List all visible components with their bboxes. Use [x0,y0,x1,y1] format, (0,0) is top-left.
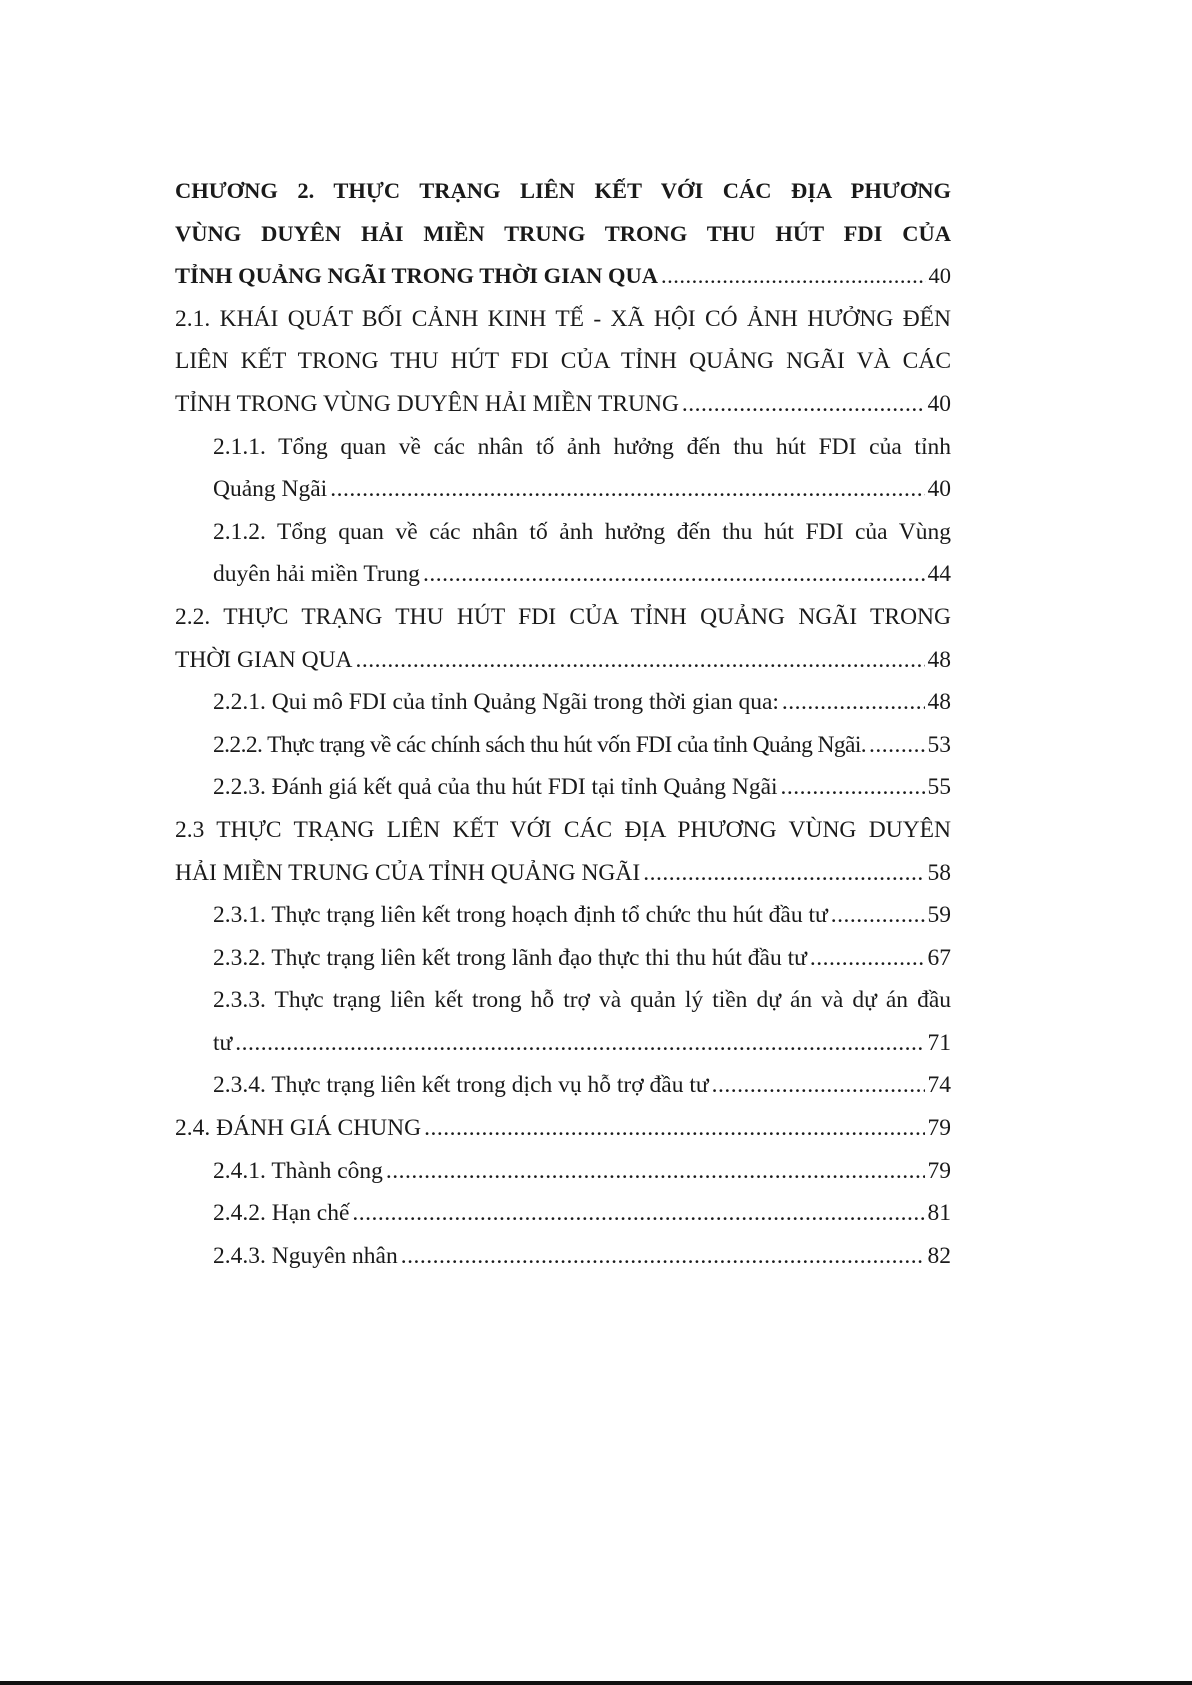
toc-entry[interactable] [175,170,951,298]
dot-leader [424,1107,924,1150]
toc-entry[interactable] [213,511,951,596]
dot-leader [386,1150,925,1193]
toc-entry-text-line: 2.3 THỰC TRẠNG LIÊN KẾT VỚI CÁC ĐỊA PHƯƠNG VÙNG DUYÊN [175,816,951,843]
dot-leader [356,639,925,682]
toc-entry[interactable] [213,1064,951,1107]
dot-leader [712,1064,925,1107]
toc-entry-title: 2.2.3. Đánh giá kết quả của thu hút FDI tại tỉnh Quảng Ngãi [213,774,778,801]
toc-entry-final-line [213,1192,951,1235]
toc-entry[interactable] [213,766,951,809]
page-number: 59 [927,902,951,929]
toc-entry-text-line: CHƯƠNG 2. THỰC TRẠNG LIÊN KẾT VỚI CÁC ĐỊA PHƯƠNG [175,178,951,203]
toc-entry[interactable] [213,979,951,1064]
toc-entry[interactable] [213,1150,951,1193]
toc-entry[interactable] [175,809,951,894]
toc-entry-final-line [213,1150,951,1193]
toc-entry[interactable] [213,681,951,724]
dot-leader [401,1235,925,1278]
toc-entry-text-line: 2.1. KHÁI QUÁT BỐI CẢNH KINH TẾ - XÃ HỘI CÓ ẢNH HƯỞNG ĐẾN [175,305,951,332]
toc-entry-title: 2.3.4. Thực trạng liên kết trong dịch vụ hỗ trợ đầu tư [213,1072,709,1099]
toc-entry-final-line [213,553,951,596]
page-number: 48 [927,646,951,673]
toc-entry-title: 2.4. ĐÁNH GIÁ CHUNG [175,1115,422,1142]
page-number: 82 [927,1242,951,1269]
dot-leader [782,681,925,724]
toc-entry-title: 2.4.2. Hạn chế [213,1200,350,1227]
toc-entry-title: TỈNH TRONG VÙNG DUYÊN HẢI MIỀN TRUNG [175,390,679,417]
page-number: 58 [927,859,951,886]
dot-leader [643,852,924,895]
toc-entry-text-line: LIÊN KẾT TRONG THU HÚT FDI CỦA TỈNH QUẢNG NGÃI VÀ CÁC [175,348,951,375]
toc-entry-final-line [213,1064,951,1107]
dot-leader [682,383,925,426]
toc-entry-final-line [175,255,951,298]
page-number: 40 [927,476,951,503]
toc-entry-final-line [213,766,951,809]
toc-entry-final-line [213,937,951,980]
toc-entry-title: tư [213,1029,233,1056]
toc-entry[interactable] [175,298,951,426]
dot-leader [661,255,926,298]
page-number: 44 [927,561,951,588]
dot-leader [235,1022,924,1065]
page-number: 79 [927,1115,951,1142]
toc-entry-title: Quảng Ngãi [213,476,328,503]
dot-leader [869,724,924,767]
page-number: 79 [927,1157,951,1184]
toc-entry-final-line [213,468,951,511]
toc-entry[interactable] [175,596,951,681]
toc-entry-title: HẢI MIỀN TRUNG CỦA TỈNH QUẢNG NGÃI [175,859,641,886]
dot-leader [810,937,925,980]
toc-entry-text-line: 2.3.3. Thực trạng liên kết trong hỗ trợ và quản lý tiền dự án và dự án đầu [213,987,951,1014]
toc-entry-title: 2.3.2. Thực trạng liên kết trong lãnh đạo thực thi thu hút đầu tư [213,944,807,971]
dot-leader [831,894,925,937]
toc-entry-title: THỜI GIAN QUA [175,646,353,673]
table-of-contents [175,170,951,1277]
page-number: 48 [927,689,951,716]
toc-entry-text-line: 2.1.1. Tổng quan về các nhân tố ảnh hưởng đến thu hút FDI của tỉnh [213,433,951,460]
toc-entry[interactable] [213,1235,951,1278]
toc-entry-final-line [175,639,951,682]
toc-entry[interactable] [213,937,951,980]
toc-entry-final-line [213,1235,951,1278]
toc-entry-final-line [213,724,951,767]
toc-entry-final-line [213,681,951,724]
toc-entry[interactable] [175,1107,951,1150]
page-number: 53 [927,731,951,758]
dot-leader [781,766,925,809]
toc-entry-title: 2.4.1. Thành công [213,1157,383,1184]
toc-entry[interactable] [213,1192,951,1235]
page-number: 55 [927,774,951,801]
page-bottom-border [0,1681,1192,1685]
toc-entry-text-line: VÙNG DUYÊN HẢI MIỀN TRUNG TRONG THU HÚT FDI CỦA [175,220,951,246]
toc-entry-final-line [213,894,951,937]
toc-entry-title: 2.3.1. Thực trạng liên kết trong hoạch định tổ chức thu hút đầu tư [213,902,828,929]
page-number: 74 [927,1072,951,1099]
toc-entry[interactable] [213,426,951,511]
dot-leader [423,553,925,596]
page-number: 67 [927,944,951,971]
toc-entry-final-line [213,1022,951,1065]
toc-entry-title: duyên hải miền Trung [213,561,420,588]
toc-entry-text-line: 2.2. THỰC TRẠNG THU HÚT FDI CỦA TỈNH QUẢNG NGÃI TRONG [175,603,951,630]
toc-entry-final-line [175,852,951,895]
toc-entry-text-line: 2.1.2. Tổng quan về các nhân tố ảnh hưởng đến thu hút FDI của Vùng [213,518,951,545]
page-number: 71 [927,1029,951,1056]
toc-entry-title: 2.4.3. Nguyên nhân [213,1242,398,1269]
toc-entry-title: 2.2.1. Qui mô FDI của tỉnh Quảng Ngãi trong thời gian qua: [213,689,779,716]
dot-leader [352,1192,924,1235]
toc-entry-final-line [175,1107,951,1150]
dot-leader [330,468,924,511]
toc-entry-title: TỈNH QUẢNG NGÃI TRONG THỜI GIAN QUA [175,263,658,289]
page-number: 81 [927,1200,951,1227]
page-number: 40 [928,263,951,289]
toc-entry-title: 2.2.2. Thực trạng về các chính sách thu hút vốn FDI của tỉnh Quảng Ngãi. [213,731,867,758]
page-number: 40 [927,390,951,417]
toc-entry[interactable] [213,894,951,937]
toc-entry-final-line [175,383,951,426]
toc-entry[interactable] [213,724,951,767]
